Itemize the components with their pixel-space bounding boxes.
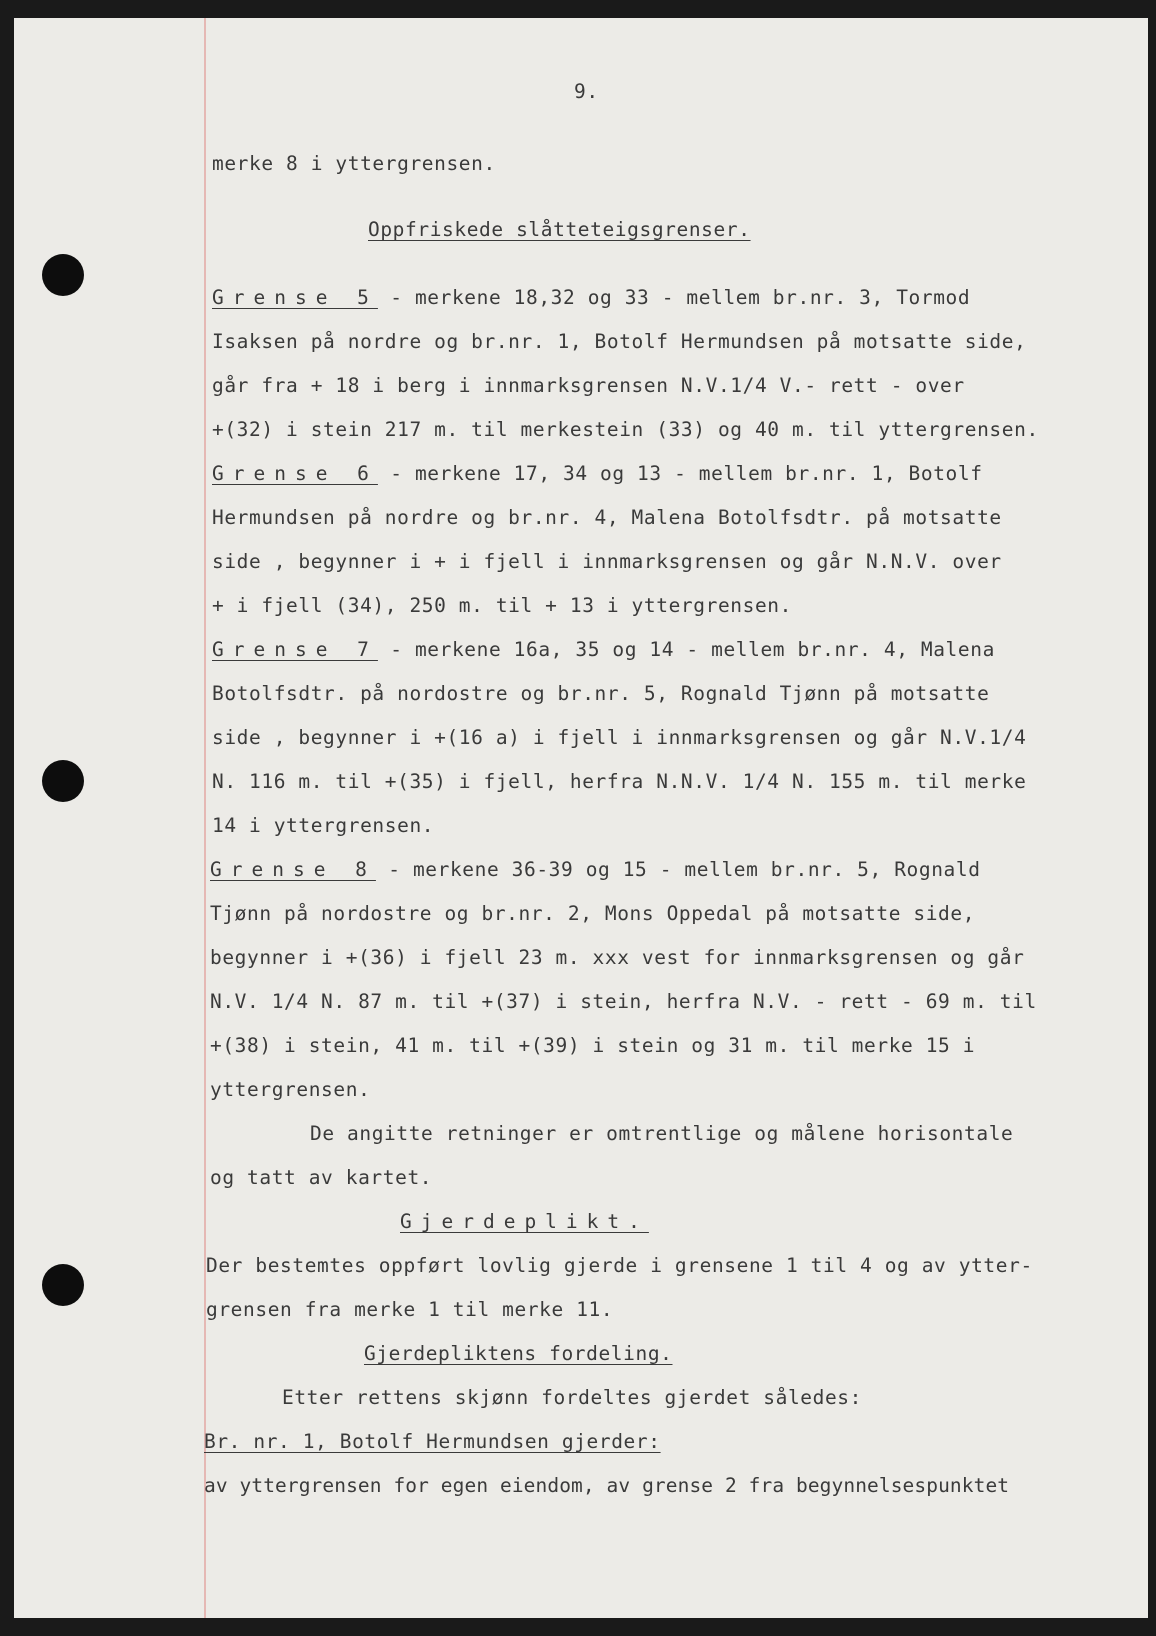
document-page [14, 18, 1148, 1618]
punch-hole [42, 254, 84, 296]
grense-5-line-2: Isaksen på nordre og br.nr. 1, Botolf Hermundsen på motsatte side, [212, 330, 1027, 353]
grense-7-line-1: Grense 7 - merkene 16a, 35 og 14 - mellem br.nr. 4, Malena [212, 638, 995, 661]
fordeling-line-1: Etter rettens skjønn fordeltes gjerdet således: [282, 1386, 862, 1409]
grense-7-line-2: Botolfsdtr. på nordostre og br.nr. 5, Rognald Tjønn på motsatte [212, 682, 990, 705]
heading-gjerdeplikt: Gjerdeplikt. [400, 1210, 649, 1233]
grense-8-line-2: Tjønn på nordostre og br.nr. 2, Mons Oppedal på motsatte side, [210, 902, 976, 925]
grense-6-line-4: + i fjell (34), 250 m. til + 13 i yttergrensen. [212, 594, 792, 617]
grense-5-line-4: +(32) i stein 217 m. til merkestein (33) og 40 m. til yttergrensen. [212, 418, 1039, 441]
gjerdeplikt-line-2: grensen fra merke 1 til merke 11. [206, 1298, 614, 1321]
grense-7-line-3: side , begynner i +(16 a) i fjell i innmarksgrensen og går N.V.1/4 [212, 726, 1027, 749]
brnr-1-heading: Br. nr. 1, Botolf Hermundsen gjerder: [204, 1430, 661, 1453]
grense-8-line-4: N.V. 1/4 N. 87 m. til +(37) i stein, herfra N.V. - rett - 69 m. til [210, 990, 1037, 1013]
grense-8-line-6: yttergrensen. [210, 1078, 371, 1101]
grense-8-line-5: +(38) i stein, 41 m. til +(39) i stein og 31 m. til merke 15 i [210, 1034, 976, 1057]
gjerdeplikt-line-1: Der bestemtes oppført lovlig gjerde i grensene 1 til 4 og av ytter- [206, 1254, 1033, 1277]
grense-8-line-3: begynner i +(36) i fjell 23 m. xxx vest for innmarksgrensen og går [210, 946, 1025, 969]
grense-5-line-1: Grense 5 - merkene 18,32 og 33 - mellem br.nr. 3, Tormod [212, 286, 971, 309]
grense-6-line-1: Grense 6 - merkene 17, 34 og 13 - mellem br.nr. 1, Botolf [212, 462, 983, 485]
grense-8-label: Grense 8 [210, 858, 376, 881]
grense-8-line-1: Grense 8 - merkene 36-39 og 15 - mellem br.nr. 5, Rognald [210, 858, 981, 881]
heading-gjerdepliktens-fordeling: Gjerdepliktens fordeling. [364, 1342, 673, 1365]
page-number: 9. [574, 80, 599, 103]
grense-5-label: Grense 5 [212, 286, 378, 309]
grense-5-line-3: går fra + 18 i berg i innmarksgrensen N.V.1/4 V.- rett - over [212, 374, 965, 397]
margin-rule [204, 18, 206, 1618]
grense-6-line-3: side , begynner i + i fjell i innmarksgrensen og går N.N.V. over [212, 550, 1002, 573]
grense-6-label: Grense 6 [212, 462, 378, 485]
retninger-line-1: De angitte retninger er omtrentlige og målene horisontale [310, 1122, 1014, 1145]
intro-line: merke 8 i yttergrensen. [212, 152, 496, 175]
punch-hole [42, 1264, 84, 1306]
retninger-line-2: og tatt av kartet. [210, 1166, 433, 1189]
grense-7-line-5: 14 i yttergrensen. [212, 814, 435, 837]
grense-7-label: Grense 7 [212, 638, 378, 661]
punch-hole [42, 760, 84, 802]
grense-6-line-2: Hermundsen på nordre og br.nr. 4, Malena Botolfsdtr. på motsatte [212, 506, 1002, 529]
heading-slatteteigsgrenser: Oppfriskede slåtteteigsgrenser. [368, 218, 751, 241]
last-line: av yttergrensen for egen eiendom, av grense 2 fra begynnelsespunktet [204, 1474, 1010, 1497]
grense-7-line-4: N. 116 m. til +(35) i fjell, herfra N.N.V. 1/4 N. 155 m. til merke [212, 770, 1027, 793]
